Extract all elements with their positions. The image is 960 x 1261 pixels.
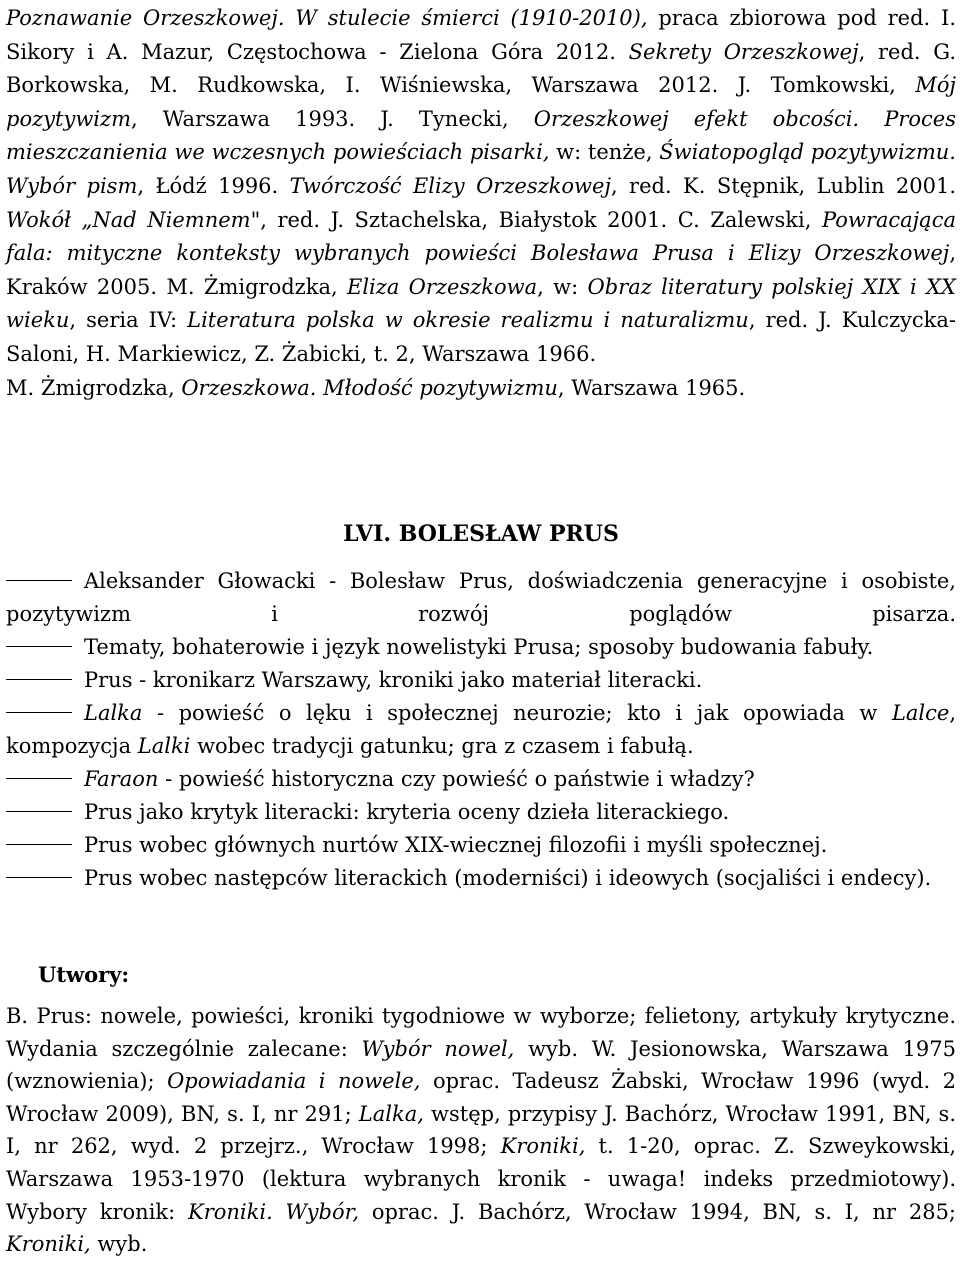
italic-title-text: Lalka, — [358, 1101, 424, 1126]
plain-text: t. 1-20, oprac. Z. Szweykowski, Warszawa 1953-1970 (lektura wybranych kronik - uwaga! indeks przedmiotowy). Wybory kronik: — [6, 1134, 957, 1224]
italic-title-text: Literatura polska w okresie realizmu i naturalizmu — [187, 308, 749, 333]
topic-item — [6, 763, 956, 796]
plain-text: - powieść historyczna czy powieść o państwie i władzy? — [158, 767, 755, 791]
plain-text: , red. J. Sztachelska, Białystok 2001. C. Zalewski, — [260, 207, 822, 232]
plain-text: Prus wobec następców literackich (moderniści) i ideowych (socjaliści i endecy). — [84, 866, 932, 890]
plain-text: Prus jako krytyk literacki: kryteria oceny dzieła literackiego. — [84, 800, 730, 824]
italic-title-text: Wokół „Nad Niemnem" — [6, 207, 261, 232]
topic-item — [6, 631, 956, 664]
plain-text: wobec tradycji gatunku; gra z czasem i fabułą. — [190, 734, 694, 758]
em-dash-bullet-icon — [6, 646, 72, 647]
plain-text: Prus - kronikarz Warszawy, kroniki jako materiał literacki. — [84, 668, 703, 692]
plain-text: , Łódź 1996. — [137, 173, 290, 198]
italic-title-text: Sekrety Orzeszkowej — [628, 39, 859, 64]
bibliography-entry — [6, 2, 956, 372]
plain-text: wstęp, przypisy J. Bachórz, Wrocław 1991, BN, s. I, nr 262, wyd. 2 przejrz., Wrocław 1998; — [6, 1101, 956, 1159]
plain-text: B. Prus: nowele, powieści, kroniki tygodniowe w wyborze; felietony, artykuły krytyczne. Wydania szczególnie zalecane: — [6, 1004, 956, 1061]
plain-text: , red. K. Stępnik, Lublin 2001. — [610, 173, 957, 198]
topic-item — [6, 796, 956, 829]
italic-title-text: Kroniki. Wybór, — [188, 1199, 360, 1224]
plain-text: Prus wobec głównych nurtów XIX-wiecznej filozofii i myśli społecznej. — [84, 833, 828, 857]
italic-title-text: Lalki — [137, 734, 191, 758]
em-dash-bullet-icon — [6, 844, 72, 845]
plain-text: , red. J. Kulczycka-Saloni, H. Markiewicz, Z. Żabicki, t. 2, Warszawa 1966. — [6, 308, 956, 366]
italic-title-text: Opowiadania i nowele, — [167, 1069, 421, 1094]
plain-text: oprac. Tadeusz Żabski, Wrocław 1996 (wyd. 2 Wrocław 2009), BN, s. I, nr 291; — [6, 1069, 956, 1126]
plain-text: oprac. J. Bachórz, Wrocław 1994, BN, s. I, nr 285; — [359, 1199, 957, 1224]
plain-text: wyb. — [90, 1232, 148, 1257]
plain-text: praca zbiorowa pod red. I. Sikory i A. Mazur, Częstochowa - Zielona Góra 2012. — [6, 6, 956, 64]
italic-title-text: Twórczość Elizy Orzeszkowej — [289, 173, 611, 198]
em-dash-bullet-icon — [6, 679, 72, 680]
italic-title-text: Kroniki, — [500, 1134, 586, 1159]
italic-title-text: Wybór nowel, — [361, 1036, 515, 1061]
plain-text: - powieść o lęku i społecznej neurozie; kto i jak opowiada w — [142, 701, 892, 725]
italic-title-text: Obraz literatury polskiej XIX i XX wieku — [6, 274, 956, 333]
em-dash-bullet-icon — [6, 580, 72, 581]
plain-text: w: tenże, — [549, 140, 660, 165]
topics-list — [6, 565, 956, 895]
document-page — [6, 0, 957, 1257]
plain-text: , Warszawa 1965. — [557, 375, 746, 400]
italic-title-text: Powracająca fala: mityczne konteksty wybranych powieści Bolesława Prusa i Elizy Orzeszkowej — [6, 207, 956, 266]
plain-text: Tematy, bohaterowie i język nowelistyki Prusa; sposoby budowania fabuły. — [84, 635, 874, 659]
topic-item — [6, 829, 956, 862]
plain-text: Aleksander Głowacki - Bolesław Prus, doświadczenia generacyjne i osobiste, pozytywizm i rozwój poglądów pisarza. — [6, 569, 956, 626]
plain-text: , red. G. Borkowska, M. Rudkowska, I. Wiśniewska, Warszawa 2012. J. Tomkowski, — [6, 39, 956, 98]
italic-title-text: Mój pozytywizm — [6, 73, 956, 131]
em-dash-bullet-icon — [6, 778, 72, 779]
plain-text: wyb. W. Jesionowska, Warszawa 1975 (wznowienia); — [6, 1036, 957, 1094]
em-dash-bullet-icon — [6, 811, 72, 812]
italic-title-text: Orzeszkowa. Młodość pozytywizmu — [181, 375, 558, 400]
plain-text: , Kraków 2005. M. Żmigrodzka, — [6, 241, 956, 299]
topic-item — [6, 862, 956, 895]
italic-title-text: Lalka — [84, 701, 143, 725]
italic-title-text: Eliza Orzeszkowa — [347, 274, 538, 299]
section-title: LVI. BOLESŁAW PRUS — [343, 521, 619, 547]
em-dash-bullet-icon — [6, 712, 72, 713]
plain-text: , seria IV: — [69, 308, 188, 333]
topic-item — [6, 697, 956, 763]
italic-title-text: Faraon — [84, 767, 159, 791]
italic-title-text: Orzeszkowej efekt obcości. Proces mieszczanienia we wczesnych powieściach pisarki, — [6, 106, 956, 165]
bibliography-entry — [6, 372, 956, 406]
italic-title-text: Lalce — [891, 701, 950, 725]
plain-text: , w: — [537, 274, 588, 299]
topic-item — [6, 664, 956, 697]
works-section — [6, 1000, 956, 1261]
italic-title-text: Poznawanie Orzeszkowej. W stulecie śmierci (1910-2010), — [6, 6, 648, 30]
italic-title-text: Kroniki, — [6, 1232, 91, 1257]
works-paragraph — [6, 1000, 956, 1261]
italic-title-text: Światopogląd pozytywizmu. Wybór pism — [6, 140, 956, 198]
em-dash-bullet-icon — [6, 877, 72, 878]
plain-text: , kompozycja — [6, 701, 956, 758]
topic-item — [6, 565, 956, 631]
bibliography-section — [6, 0, 956, 405]
works-heading: Utwory: — [38, 962, 130, 987]
plain-text: M. Żmigrodzka, — [6, 375, 182, 400]
plain-text: , Warszawa 1993. J. Tynecki, — [131, 106, 534, 131]
